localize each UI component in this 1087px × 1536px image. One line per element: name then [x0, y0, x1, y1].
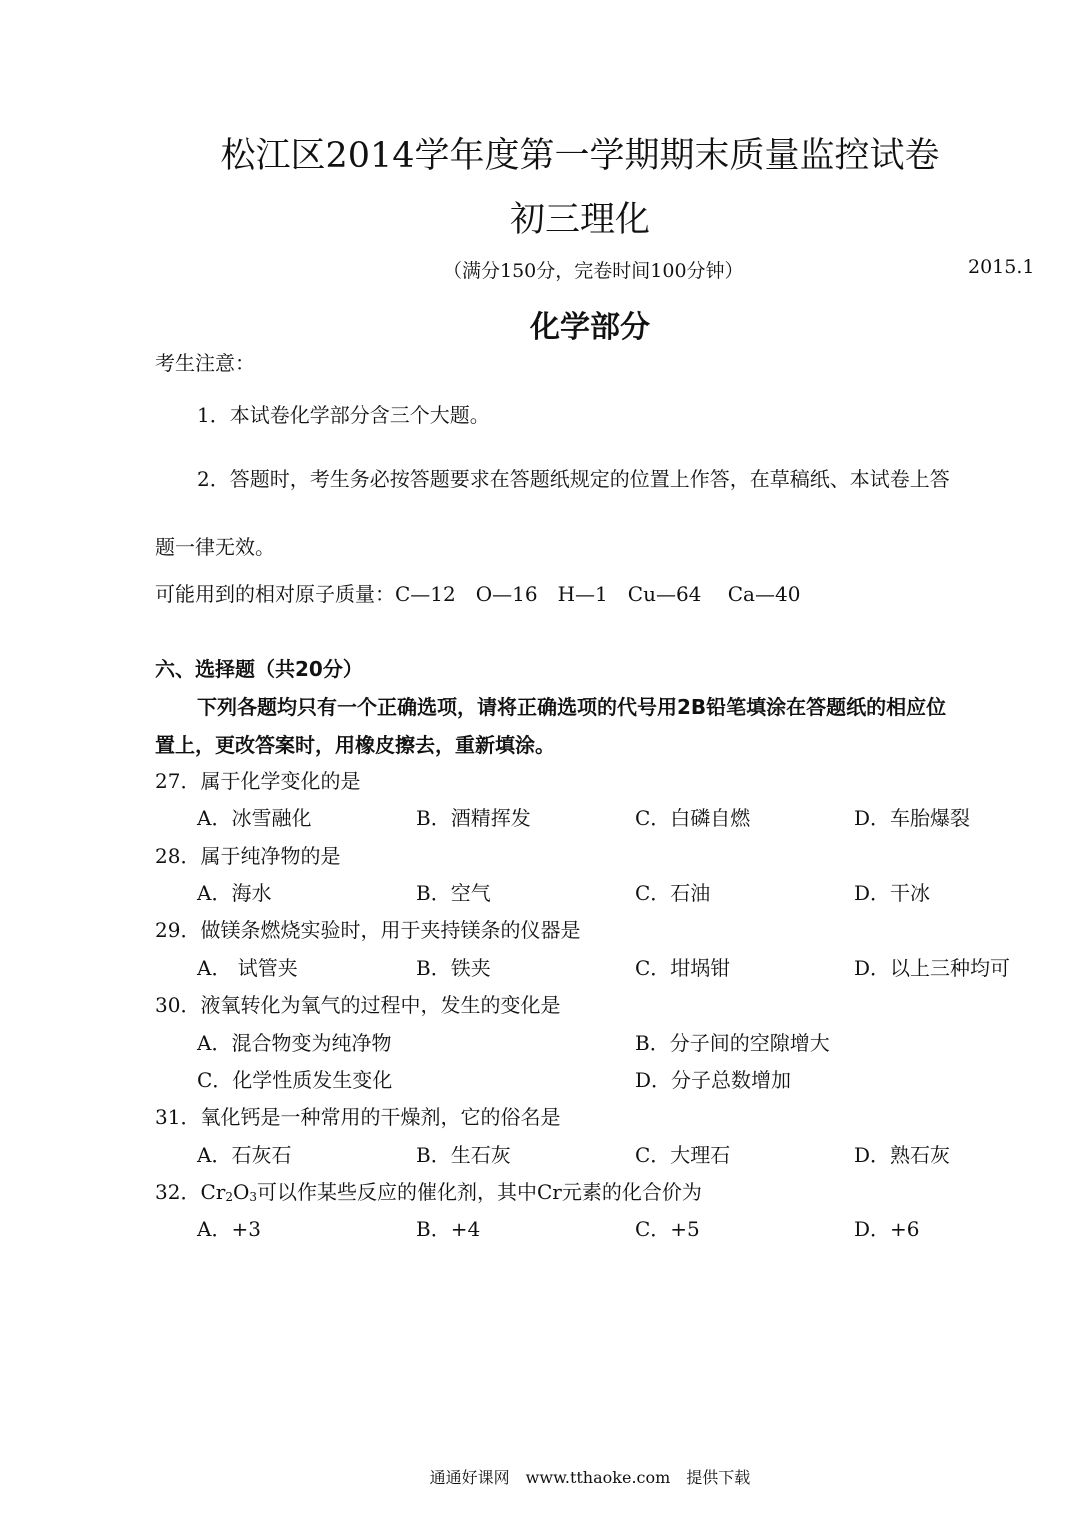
notice-item-2-line2: 题一律无效。 — [155, 535, 275, 559]
atomic-masses: 可能用到的相对原子质量：C—12 O—16 H—1 Cu—64 Ca—40 — [155, 582, 801, 606]
option-c: C．大理石 — [635, 1143, 731, 1167]
question-stem: 31．氧化钙是一种常用的干燥剂，它的俗名是 — [155, 1105, 561, 1129]
stem-mid: O — [232, 1180, 250, 1204]
notice-heading: 考生注意： — [155, 351, 255, 375]
option-a: A．+3 — [197, 1217, 261, 1241]
part6-heading: 六、选择题（共20分） — [155, 657, 363, 681]
option-c: C．坩埚钳 — [635, 956, 731, 980]
stem-suffix: 可以作某些反应的催化剂，其中Cr元素的化合价为 — [257, 1180, 702, 1204]
subscript: 2 — [225, 1190, 233, 1204]
option-c: C．石油 — [635, 881, 711, 905]
section-title: 化学部分 — [530, 310, 650, 345]
stem-prefix: 32．Cr — [155, 1180, 226, 1204]
question-stem: 30．液氧转化为氧气的过程中，发生的变化是 — [155, 993, 561, 1017]
option-a: A． 试管夹 — [197, 956, 298, 980]
option-c: C．化学性质发生变化 — [197, 1068, 393, 1092]
page-footer: 通通好课网 www.tthaoke.com 提供下载 — [429, 1468, 751, 1487]
subscript: 3 — [249, 1190, 257, 1204]
exam-subtitle: 初三理化 — [509, 200, 650, 240]
option-d: D．干冰 — [854, 881, 931, 905]
notice-item-2-line1: 2．答题时，考生务必按答题要求在答题纸规定的位置上作答，在草稿纸、本试卷上答 — [197, 467, 950, 491]
option-c: C．白磷自燃 — [635, 806, 751, 830]
exam-date: 2015.1 — [968, 256, 1035, 278]
option-a: A．石灰石 — [197, 1143, 292, 1167]
option-b: B．+4 — [416, 1217, 481, 1241]
question-stem: 29．做镁条燃烧实验时，用于夹持镁条的仪器是 — [155, 918, 581, 942]
option-d: D．熟石灰 — [854, 1143, 951, 1167]
part6-instruction-line2: 置上，更改答案时，用橡皮擦去，重新填涂。 — [155, 733, 555, 757]
notice-item-1: 1．本试卷化学部分含三个大题。 — [197, 403, 490, 427]
option-b: B．酒精挥发 — [416, 806, 531, 830]
question-stem: 27．属于化学变化的是 — [155, 769, 361, 793]
option-d: D．以上三种均可 — [854, 956, 1011, 980]
option-a: A．混合物变为纯净物 — [197, 1031, 392, 1055]
option-b: B．生石灰 — [416, 1143, 511, 1167]
option-d: D．+6 — [854, 1217, 920, 1241]
option-b: B．分子间的空隙增大 — [635, 1031, 830, 1055]
question-stem — [155, 1176, 702, 1205]
exam-meta: （满分150分，完卷时间100分钟） — [443, 260, 744, 282]
option-d: D．车胎爆裂 — [854, 806, 971, 830]
question-stem: 28．属于纯净物的是 — [155, 844, 341, 868]
option-b: B．铁夹 — [416, 956, 491, 980]
option-a: A．海水 — [197, 881, 272, 905]
exam-title: 松江区2014学年度第一学期期末质量监控试卷 — [220, 136, 940, 176]
option-b: B．空气 — [416, 881, 491, 905]
option-c: C．+5 — [635, 1217, 700, 1241]
part6-instruction-line1: 下列各题均只有一个正确选项，请将正确选项的代号用2B铅笔填涂在答题纸的相应位 — [197, 695, 947, 719]
option-a: A．冰雪融化 — [197, 806, 312, 830]
option-d: D．分子总数增加 — [635, 1068, 792, 1092]
